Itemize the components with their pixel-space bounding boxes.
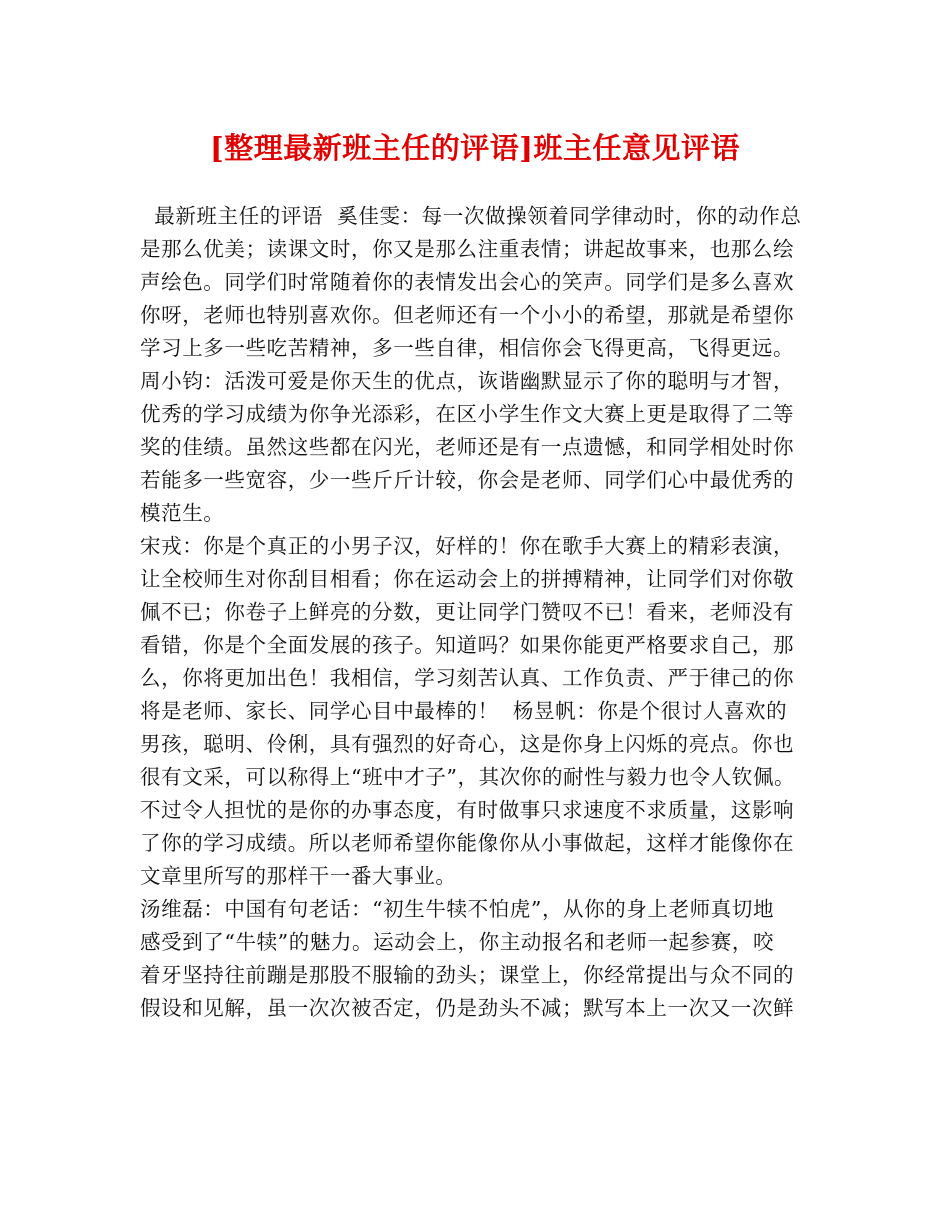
body-line: 了你的学习成绩。所以老师希望你能像你从小事做起，这样才能像你在 (140, 831, 795, 855)
body-line: 优秀的学习成绩为你争光添彩，在区小学生作文大赛上更是取得了二等 (140, 402, 795, 426)
body-line: 宋戎：你是个真正的小男子汉，好样的！你在歌手大赛上的精彩表演， (140, 534, 795, 558)
body-line: 看错，你是个全面发展的孩子。知道吗？如果你能更严格要求自己，那 (140, 633, 795, 657)
body-line: 学习上多一些吃苦精神，多一些自律，相信你会飞得更高，飞得更远。 (140, 336, 795, 360)
body-line: 声绘色。同学们时常随着你的表情发出会心的笑声。同学们是多么喜欢 (140, 270, 795, 294)
body-line: 很有文采，可以称得上“班中才子”，其次你的耐性与毅力也令人钦佩。 (140, 765, 796, 789)
body-line: 男孩，聪明、伶俐，具有强烈的好奇心，这是你身上闪烁的亮点。你也 (140, 732, 795, 756)
body-line: 最新班主任的评语 奚佳雯：每一次做操领着同学律动时，你的动作总 (140, 204, 802, 228)
body-line: 你呀，老师也特别喜欢你。但老师还有一个小小的希望，那就是希望你 (140, 303, 795, 327)
body-line: 让全校师生对你刮目相看；你在运动会上的拼搏精神，让同学们对你敬 (140, 567, 795, 591)
body-line: 感受到了“牛犊”的魅力。运动会上，你主动报名和老师一起参赛，咬 (140, 930, 775, 954)
body-line: 模范生。 (140, 501, 225, 525)
document-body (140, 200, 812, 1025)
body-line: 若能多一些宽容，少一些斤斤计较，你会是老师、同学们心中最优秀的 (140, 468, 795, 492)
body-line: 奖的佳绩。虽然这些都在闪光，老师还是有一点遗憾，和同学相处时你 (140, 435, 795, 459)
body-line: 佩不已；你卷子上鲜亮的分数，更让同学门赞叹不已！看来，老师没有 (140, 600, 795, 624)
body-line: 不过令人担忧的是你的办事态度，有时做事只求速度不求质量，这影响 (140, 798, 795, 822)
body-line: 汤维磊：中国有句老话：“初生牛犊不怕虎”，从你的身上老师真切地 (140, 897, 775, 921)
body-line: 将是老师、家长、同学心目中最棒的！ 杨昱帆：你是个很讨人喜欢的 (140, 699, 788, 723)
body-line: 假设和见解，虽一次次被否定，仍是劲头不减；默写本上一次又一次鲜 (140, 996, 795, 1020)
body-line: 着牙坚持往前蹦是那股不服输的劲头；课堂上，你经常提出与众不同的 (140, 963, 795, 987)
body-line: 周小钧：活泼可爱是你天生的优点，诙谐幽默显示了你的聪明与才智， (140, 369, 795, 393)
body-line: 么，你将更加出色！我相信，学习刻苦认真、工作负责、严于律己的你 (140, 666, 795, 690)
document-title: [整理最新班主任的评语]班主任意见评语 (210, 131, 740, 165)
body-line: 是那么优美；读课文时，你又是那么注重表情；讲起故事来，也那么绘 (140, 237, 795, 261)
body-line: 文章里所写的那样干一番大事业。 (140, 864, 457, 888)
